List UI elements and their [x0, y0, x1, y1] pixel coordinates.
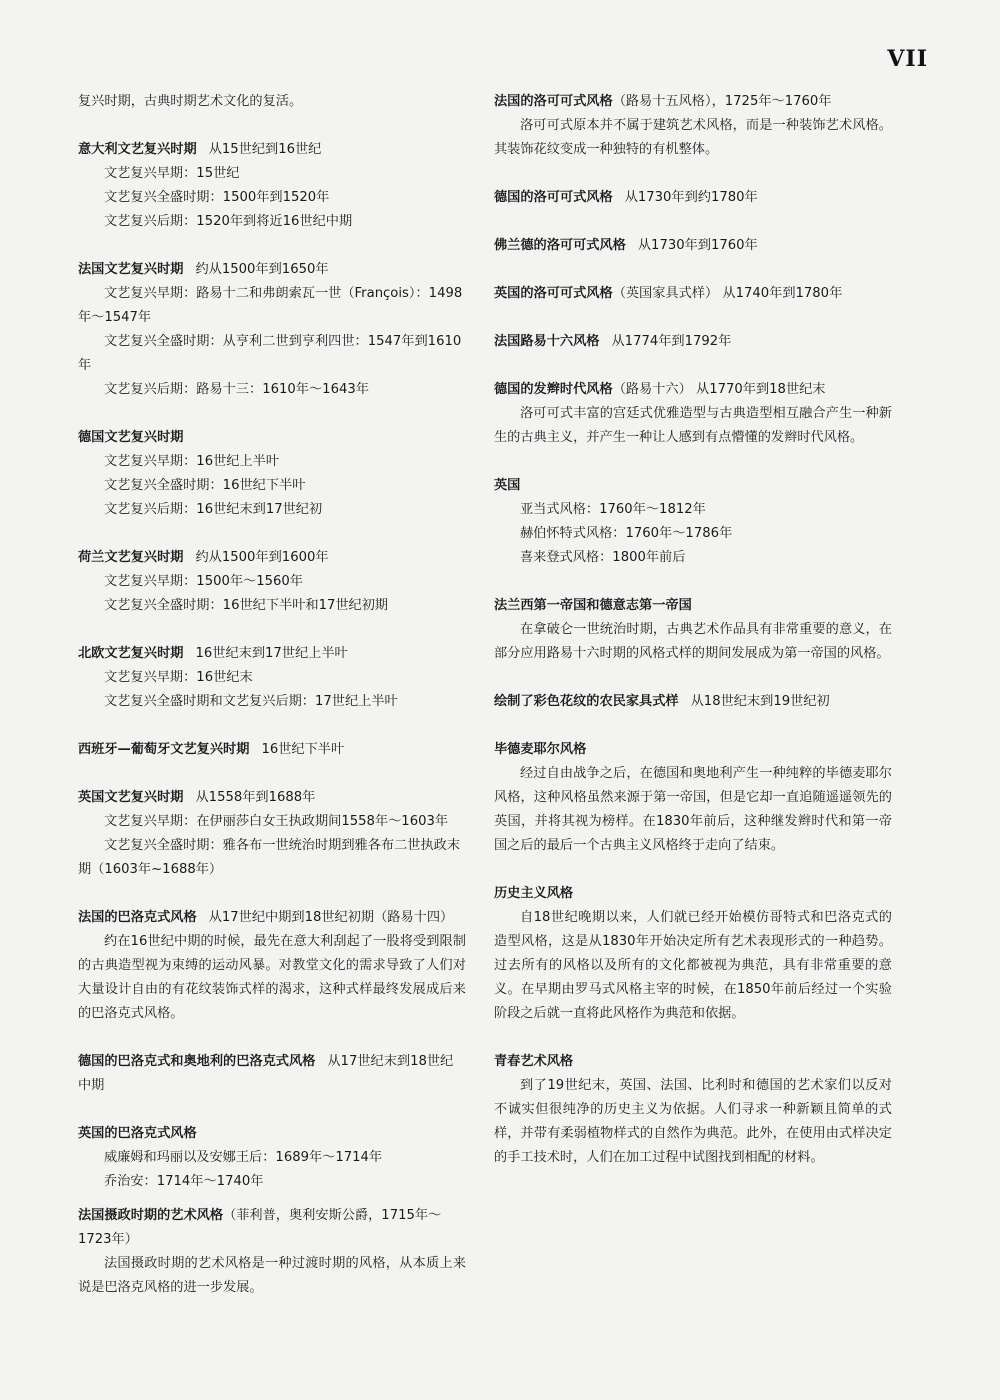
- section-paragraph: 洛可可式原本并不属于建筑艺术风格，而是一种装饰艺术风格。其装饰花纹变成一种独特的有机整体。: [494, 118, 892, 157]
- section-france-regence: [78, 1204, 466, 1300]
- list-item: 文艺复兴全盛时期：16世纪下半叶和17世纪初期: [104, 598, 389, 613]
- section-france-rococo: [494, 90, 892, 162]
- section-paragraph: 约在16世纪中期的时候，最先在意大利刮起了一股将受到限制的古典造型视为束缚的运动风暴。对教堂文化的需求导致了人们对大量设计自由的有花纹装饰式样的渴求，这种式样最终发展成后来的巴洛克式风格。: [78, 934, 466, 1021]
- section-title: 历史主义风格: [494, 886, 574, 901]
- list-item: 文艺复兴后期：路易十三：1610年～1643年: [104, 382, 369, 397]
- section-paragraph: 到了19世纪末，英国、法国、比利时和德国的艺术家们以反对不诚实但很纯净的历史主义为依据。人们寻求一种新颖且简单的式样，并带有柔弱植物样式的自然作为典范。此外，在使用由式样决定的手工技术时，人们在加工过程中试图找到相配的材料。: [494, 1078, 892, 1165]
- section-louis-xvi: [494, 330, 892, 354]
- section-date: 约从1500年到1600年: [195, 550, 329, 565]
- section-date: 从17世纪末到18世纪中期: [78, 1054, 454, 1093]
- section-title: 法国路易十六风格: [494, 334, 600, 349]
- list-item: 文艺复兴早期：路易十二和弗朗索瓦一世（François）：1498年～1547年: [78, 286, 463, 325]
- section-title: 荷兰文艺复兴时期: [78, 550, 184, 565]
- section-date: 从1730年到1760年: [637, 238, 758, 253]
- section-title: 绘制了彩色花纹的农民家具式样: [494, 694, 679, 709]
- section-italy-renaissance: [78, 138, 466, 234]
- section-title: 英国的洛可可式风格: [494, 286, 613, 301]
- section-paragraph: 法国摄政时期的艺术风格是一种过渡时期的风格，从本质上来说是巴洛克风格的进一步发展。: [78, 1256, 466, 1295]
- section-title: 德国的发辫时代风格: [494, 382, 613, 397]
- section-title: 毕德麦耶尔风格: [494, 742, 587, 757]
- section-title: 英国文艺复兴时期: [78, 790, 184, 805]
- section-date: 约从1500年到1650年: [195, 262, 329, 277]
- section-flanders-rococo: [494, 234, 892, 258]
- list-item: 文艺复兴全盛时期：从亨利二世到亨利四世：1547年到1610年: [78, 334, 462, 373]
- list-item: 文艺复兴早期：15世纪: [104, 166, 240, 181]
- section-germany-rococo: [494, 186, 892, 210]
- list-item: 乔治安：1714年～1740年: [104, 1174, 264, 1189]
- section-date: 从1730年到约1780年: [624, 190, 758, 205]
- list-item: 文艺复兴后期：1520年到将近16世纪中期: [104, 214, 353, 229]
- section-title: 佛兰德的洛可可式风格: [494, 238, 626, 253]
- section-title: 法国的洛可可式风格: [494, 94, 613, 109]
- section-title: 英国的巴洛克式风格: [78, 1126, 197, 1141]
- intro-text: 复兴时期，古典时期艺术文化的复活。: [78, 94, 303, 109]
- list-item: 文艺复兴早期：1500年～1560年: [104, 574, 303, 589]
- section-title: 德国的巴洛克式和奥地利的巴洛克式风格: [78, 1054, 316, 1069]
- section-date: 16世纪下半叶: [261, 742, 345, 757]
- section-date: 从15世纪到16世纪: [208, 142, 322, 157]
- section-paragraph: 经过自由战争之后，在德国和奥地利产生一种纯粹的毕德麦耶尔风格，这种风格虽然来源于第一帝国，但是它却一直追随遥遥领先的英国，并将其视为榜样。在1830年前后，这种继发辫时代和第一帝国之后的最后一个古典主义风格终于走向了结束。: [494, 766, 892, 853]
- section-title: 英国: [494, 478, 521, 493]
- section-netherlands-renaissance: [78, 546, 466, 618]
- section-france-renaissance: [78, 258, 466, 402]
- section-date: 从1558年到1688年: [195, 790, 316, 805]
- right-column: [494, 90, 892, 1170]
- section-title: 意大利文艺复兴时期: [78, 142, 197, 157]
- section-paragraph: 自18世纪晚期以来，人们就已经开始模仿哥特式和巴洛克式的造型风格，这是从1830年开始决定所有艺术表现形式的一种趋势。过去所有的风格以及所有的文化都被视为典范，具有非常重要的意义。在早期由罗马式风格主宰的时候，在1850年前后经过一个实验阶段之后就一直将此风格作为典范和依据。: [494, 910, 892, 1021]
- section-date: （菲利普，奥利安斯公爵，1715年～1723年）: [78, 1208, 442, 1247]
- left-column: [78, 90, 466, 1300]
- list-item: 文艺复兴早期：16世纪上半叶: [104, 454, 280, 469]
- section-title: 北欧文艺复兴时期: [78, 646, 184, 661]
- section-title: 法国文艺复兴时期: [78, 262, 184, 277]
- list-item: 文艺复兴全盛时期：1500年到1520年: [104, 190, 330, 205]
- list-item: 文艺复兴早期：在伊丽莎白女王执政期间1558年～1603年: [104, 814, 449, 829]
- section-title: 德国文艺复兴时期: [78, 430, 184, 445]
- section-date: 从17世纪中期到18世纪初期（路易十四）: [208, 910, 454, 925]
- list-item: 文艺复兴全盛时期：雅各布一世统治时期到雅各布二世执政末期（1603年~1688年）: [78, 838, 461, 877]
- list-item: 亚当式风格：1760年～1812年: [520, 502, 706, 517]
- section-date: 从1774年到1792年: [611, 334, 732, 349]
- list-item: 文艺复兴全盛时期和文艺复兴后期：17世纪上半叶: [104, 694, 398, 709]
- section-art-nouveau: [494, 1050, 892, 1170]
- section-england-renaissance: [78, 786, 466, 882]
- section-germany-zopfstil: [494, 378, 892, 450]
- section-title: 法兰西第一帝国和德意志第一帝国: [494, 598, 692, 613]
- list-item: 文艺复兴早期：16世纪末: [104, 670, 253, 685]
- list-item: 文艺复兴全盛时期：16世纪下半叶: [104, 478, 306, 493]
- section-historicism: [494, 882, 892, 1026]
- page-number: VII: [887, 46, 928, 72]
- section-date: 从18世纪末到19世纪初: [690, 694, 830, 709]
- section-iberia-renaissance: [78, 738, 466, 762]
- list-item: 文艺复兴后期：16世纪末到17世纪初: [104, 502, 323, 517]
- section-germany-austria-baroque: [78, 1050, 466, 1098]
- section-england: [494, 474, 892, 570]
- section-title: 青春艺术风格: [494, 1054, 574, 1069]
- section-paragraph: 洛可可式丰富的宫廷式优雅造型与古典造型相互融合产生一种新生的古典主义，并产生一种让人感到有点懵懂的发辫时代风格。: [494, 406, 892, 445]
- section-title: 德国的洛可可式风格: [494, 190, 613, 205]
- section-title: 西班牙—葡萄牙文艺复兴时期: [78, 742, 250, 757]
- section-date: （英国家具式样） 从1740年到1780年: [612, 286, 843, 301]
- section-england-baroque: [78, 1122, 466, 1194]
- list-item: 威廉姆和玛丽以及安娜王后：1689年～1714年: [104, 1150, 383, 1165]
- section-paragraph: 在拿破仑一世统治时期，古典艺术作品具有非常重要的意义，在部分应用路易十六时期的风格式样的期间发展成为第一帝国的风格。: [494, 622, 892, 661]
- section-title: 法国摄政时期的艺术风格: [78, 1208, 224, 1223]
- section-date: （路易十六） 从1770年到18世纪末: [612, 382, 826, 397]
- section-peasant-furniture: [494, 690, 892, 714]
- section-title: 法国的巴洛克式风格: [78, 910, 197, 925]
- section-date: （路易十五风格），1725年～1760年: [612, 94, 832, 109]
- section-france-baroque: [78, 906, 466, 1026]
- section-first-empire: [494, 594, 892, 666]
- section-northern-europe-renaissance: [78, 642, 466, 714]
- list-item: 喜来登式风格：1800年前后: [520, 550, 686, 565]
- section-biedermeier: [494, 738, 892, 858]
- list-item: 赫伯怀特式风格：1760年～1786年: [520, 526, 733, 541]
- section-date: 16世纪末到17世纪上半叶: [195, 646, 348, 661]
- section-england-rococo: [494, 282, 892, 306]
- section-germany-renaissance: [78, 426, 466, 522]
